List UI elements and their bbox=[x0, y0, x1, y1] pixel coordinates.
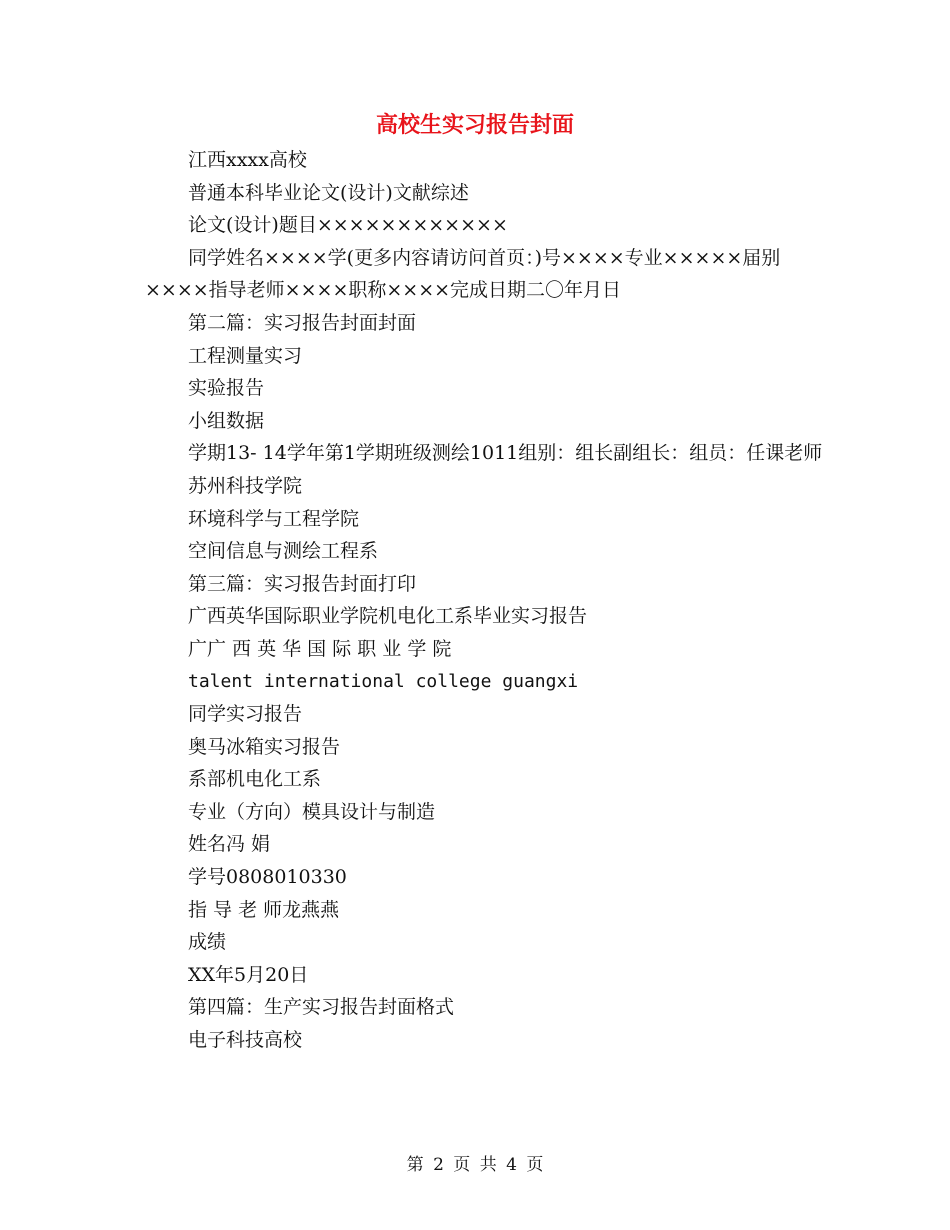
text-line: talent international college guangxi bbox=[188, 670, 579, 692]
text-line: 成绩 bbox=[188, 931, 227, 954]
text-line: 江西xxxx高校 bbox=[188, 149, 307, 171]
document-body bbox=[145, 144, 835, 1057]
text-line: 苏州科技学院 bbox=[188, 474, 303, 497]
text-line: 奥马冰箱实习报告 bbox=[188, 735, 341, 758]
text-line: 小组数据 bbox=[188, 409, 265, 432]
text-line: 同学实习报告 bbox=[188, 703, 303, 726]
text-line: 广广 西 英 华 国 际 职 业 学 院 bbox=[188, 637, 452, 660]
text-paragraph: 学期13- 14学年第1学期班级测绘1011组别：组长副组长：组员：任课老师 bbox=[188, 442, 823, 465]
text-line: 工程测量实习 bbox=[188, 344, 303, 367]
text-line: 论文(设计)题目×××××××××××× bbox=[188, 214, 508, 237]
text-line: 空间信息与测绘工程系 bbox=[188, 540, 379, 563]
text-line: 学号0808010330 bbox=[188, 866, 347, 889]
text-line: 环境科学与工程学院 bbox=[188, 507, 360, 530]
text-line: 第四篇：生产实习报告封面格式 bbox=[188, 996, 455, 1019]
text-line: 系部机电化工系 bbox=[188, 768, 322, 791]
text-line: 广西英华国际职业学院机电化工系毕业实习报告 bbox=[188, 605, 588, 628]
page-footer: 第 2 页 共 4 页 bbox=[406, 1155, 544, 1175]
text-line: 普通本科毕业论文(设计)文献综述 bbox=[188, 181, 469, 204]
text-line: 第三篇：实习报告封面打印 bbox=[188, 572, 417, 595]
text-line: 姓名冯 娟 bbox=[188, 833, 271, 856]
text-line: 专业（方向）模具设计与制造 bbox=[188, 800, 436, 823]
text-line: XX年5月20日 bbox=[188, 963, 309, 986]
document-title: 高校生实习报告封面 bbox=[375, 112, 574, 138]
text-paragraph: 同学姓名××××学(更多内容请访问首页：)号××××专业×××××届别××××指导老师××××职称××××完成日期二〇年月日 bbox=[145, 246, 781, 302]
text-line: 实验报告 bbox=[188, 377, 265, 400]
text-line: 电子科技高校 bbox=[188, 1029, 303, 1052]
text-line: 第二篇：实习报告封面封面 bbox=[188, 311, 417, 334]
text-line: 指 导 老 师龙燕燕 bbox=[188, 898, 340, 921]
